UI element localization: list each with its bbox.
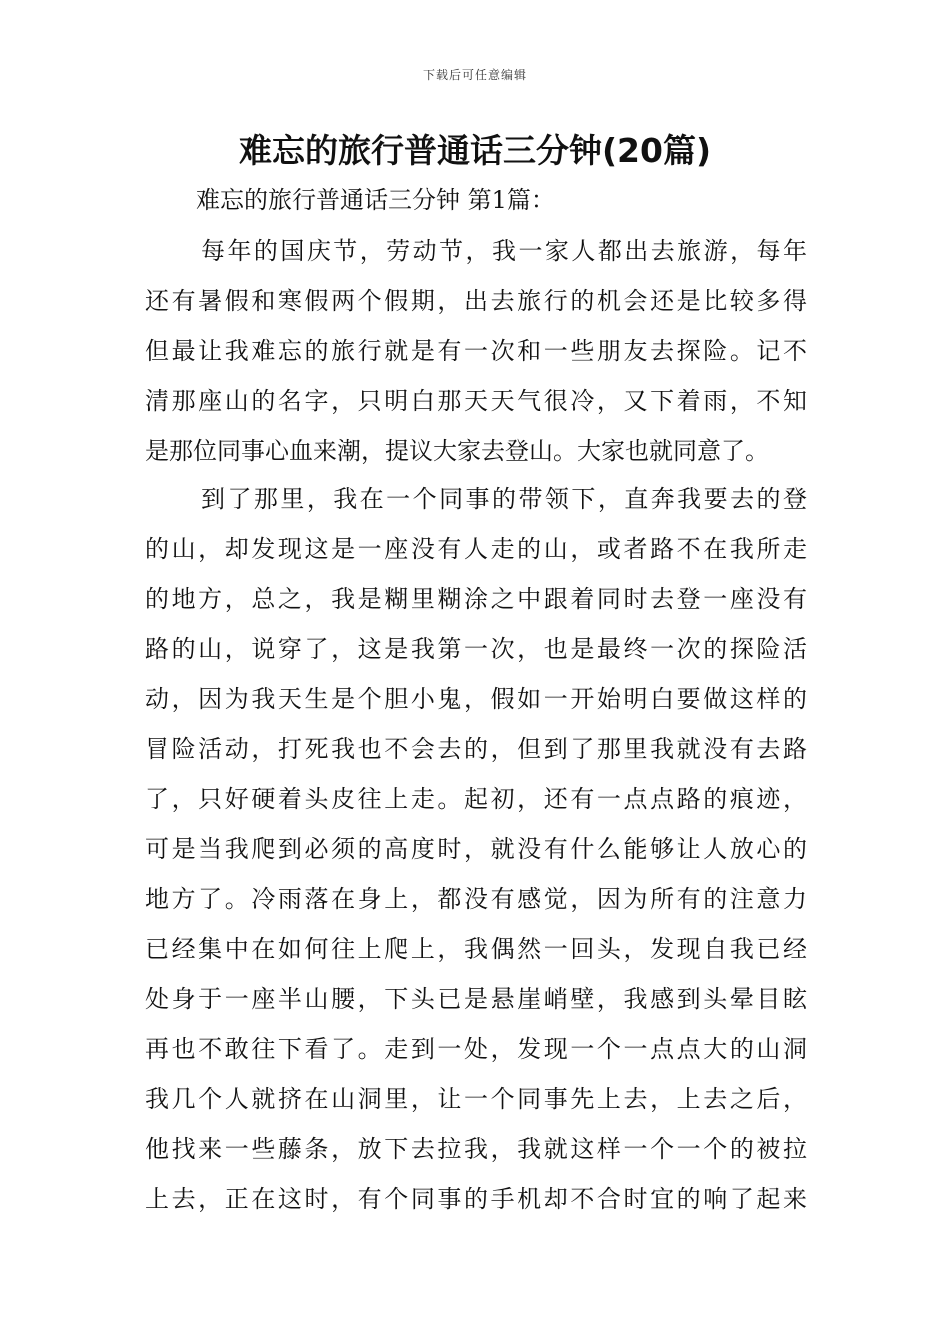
paragraph-line: 已经集中在如何往上爬上，我偶然一回头，发现自我已经	[145, 935, 807, 963]
paragraph-line: 路的山，说穿了，这是我第一次，也是最终一次的探险活	[145, 635, 807, 663]
header-note: 下载后可任意编辑	[422, 68, 527, 82]
paragraph-2	[145, 474, 807, 1224]
paragraph-line: 他找来一些藤条，放下去拉我，我就这样一个一个的被拉	[145, 1135, 807, 1163]
paragraph-line: 清那座山的名字，只明白那天天气很冷，又下着雨，不知	[145, 387, 807, 415]
paragraph-line: 再也不敢往下看了。走到一处，发现一个一点点大的山洞	[145, 1035, 807, 1063]
paragraph-line: 可是当我爬到必须的高度时，就没有什么能够让人放心的	[145, 835, 807, 863]
paragraph-line: 的地方，总之，我是糊里糊涂之中跟着同时去登一座没有	[145, 585, 807, 613]
section-heading: 难忘的旅行普通话三分钟 第1篇：	[196, 186, 555, 214]
paragraph-line: 每年的国庆节，劳动节，我一家人都出去旅游，每年	[201, 237, 807, 265]
paragraph-line: 到了那里，我在一个同事的带领下，直奔我要去的登	[201, 485, 807, 513]
document-title: 难忘的旅行普通话三分钟(20篇)	[238, 131, 712, 170]
paragraph-1	[145, 226, 807, 476]
paragraph-line: 但最让我难忘的旅行就是有一次和一些朋友去探险。记不	[145, 337, 807, 365]
paragraph-line: 处身于一座半山腰，下头已是悬崖峭壁，我感到头晕目眩	[145, 985, 807, 1013]
paragraph-line: 我几个人就挤在山洞里，让一个同事先上去，上去之后，	[145, 1085, 807, 1113]
paragraph-line: 地方了。冷雨落在身上，都没有感觉，因为所有的注意力	[145, 885, 807, 913]
paragraph-line: 冒险活动，打死我也不会去的，但到了那里我就没有去路	[145, 735, 807, 763]
paragraph-line: 是那位同事心血来潮，提议大家去登山。大家也就同意了。	[145, 437, 769, 465]
paragraph-line: 上去，正在这时，有个同事的手机却不合时宜的响了起来	[145, 1185, 807, 1213]
paragraph-line: 还有暑假和寒假两个假期，出去旅行的机会还是比较多得	[145, 287, 807, 315]
paragraph-line: 的山，却发现这是一座没有人走的山，或者路不在我所走	[145, 535, 807, 563]
paragraph-line: 了，只好硬着头皮往上走。起初，还有一点点路的痕迹，	[145, 785, 807, 813]
paragraph-line: 动，因为我天生是个胆小鬼，假如一开始明白要做这样的	[145, 685, 807, 713]
